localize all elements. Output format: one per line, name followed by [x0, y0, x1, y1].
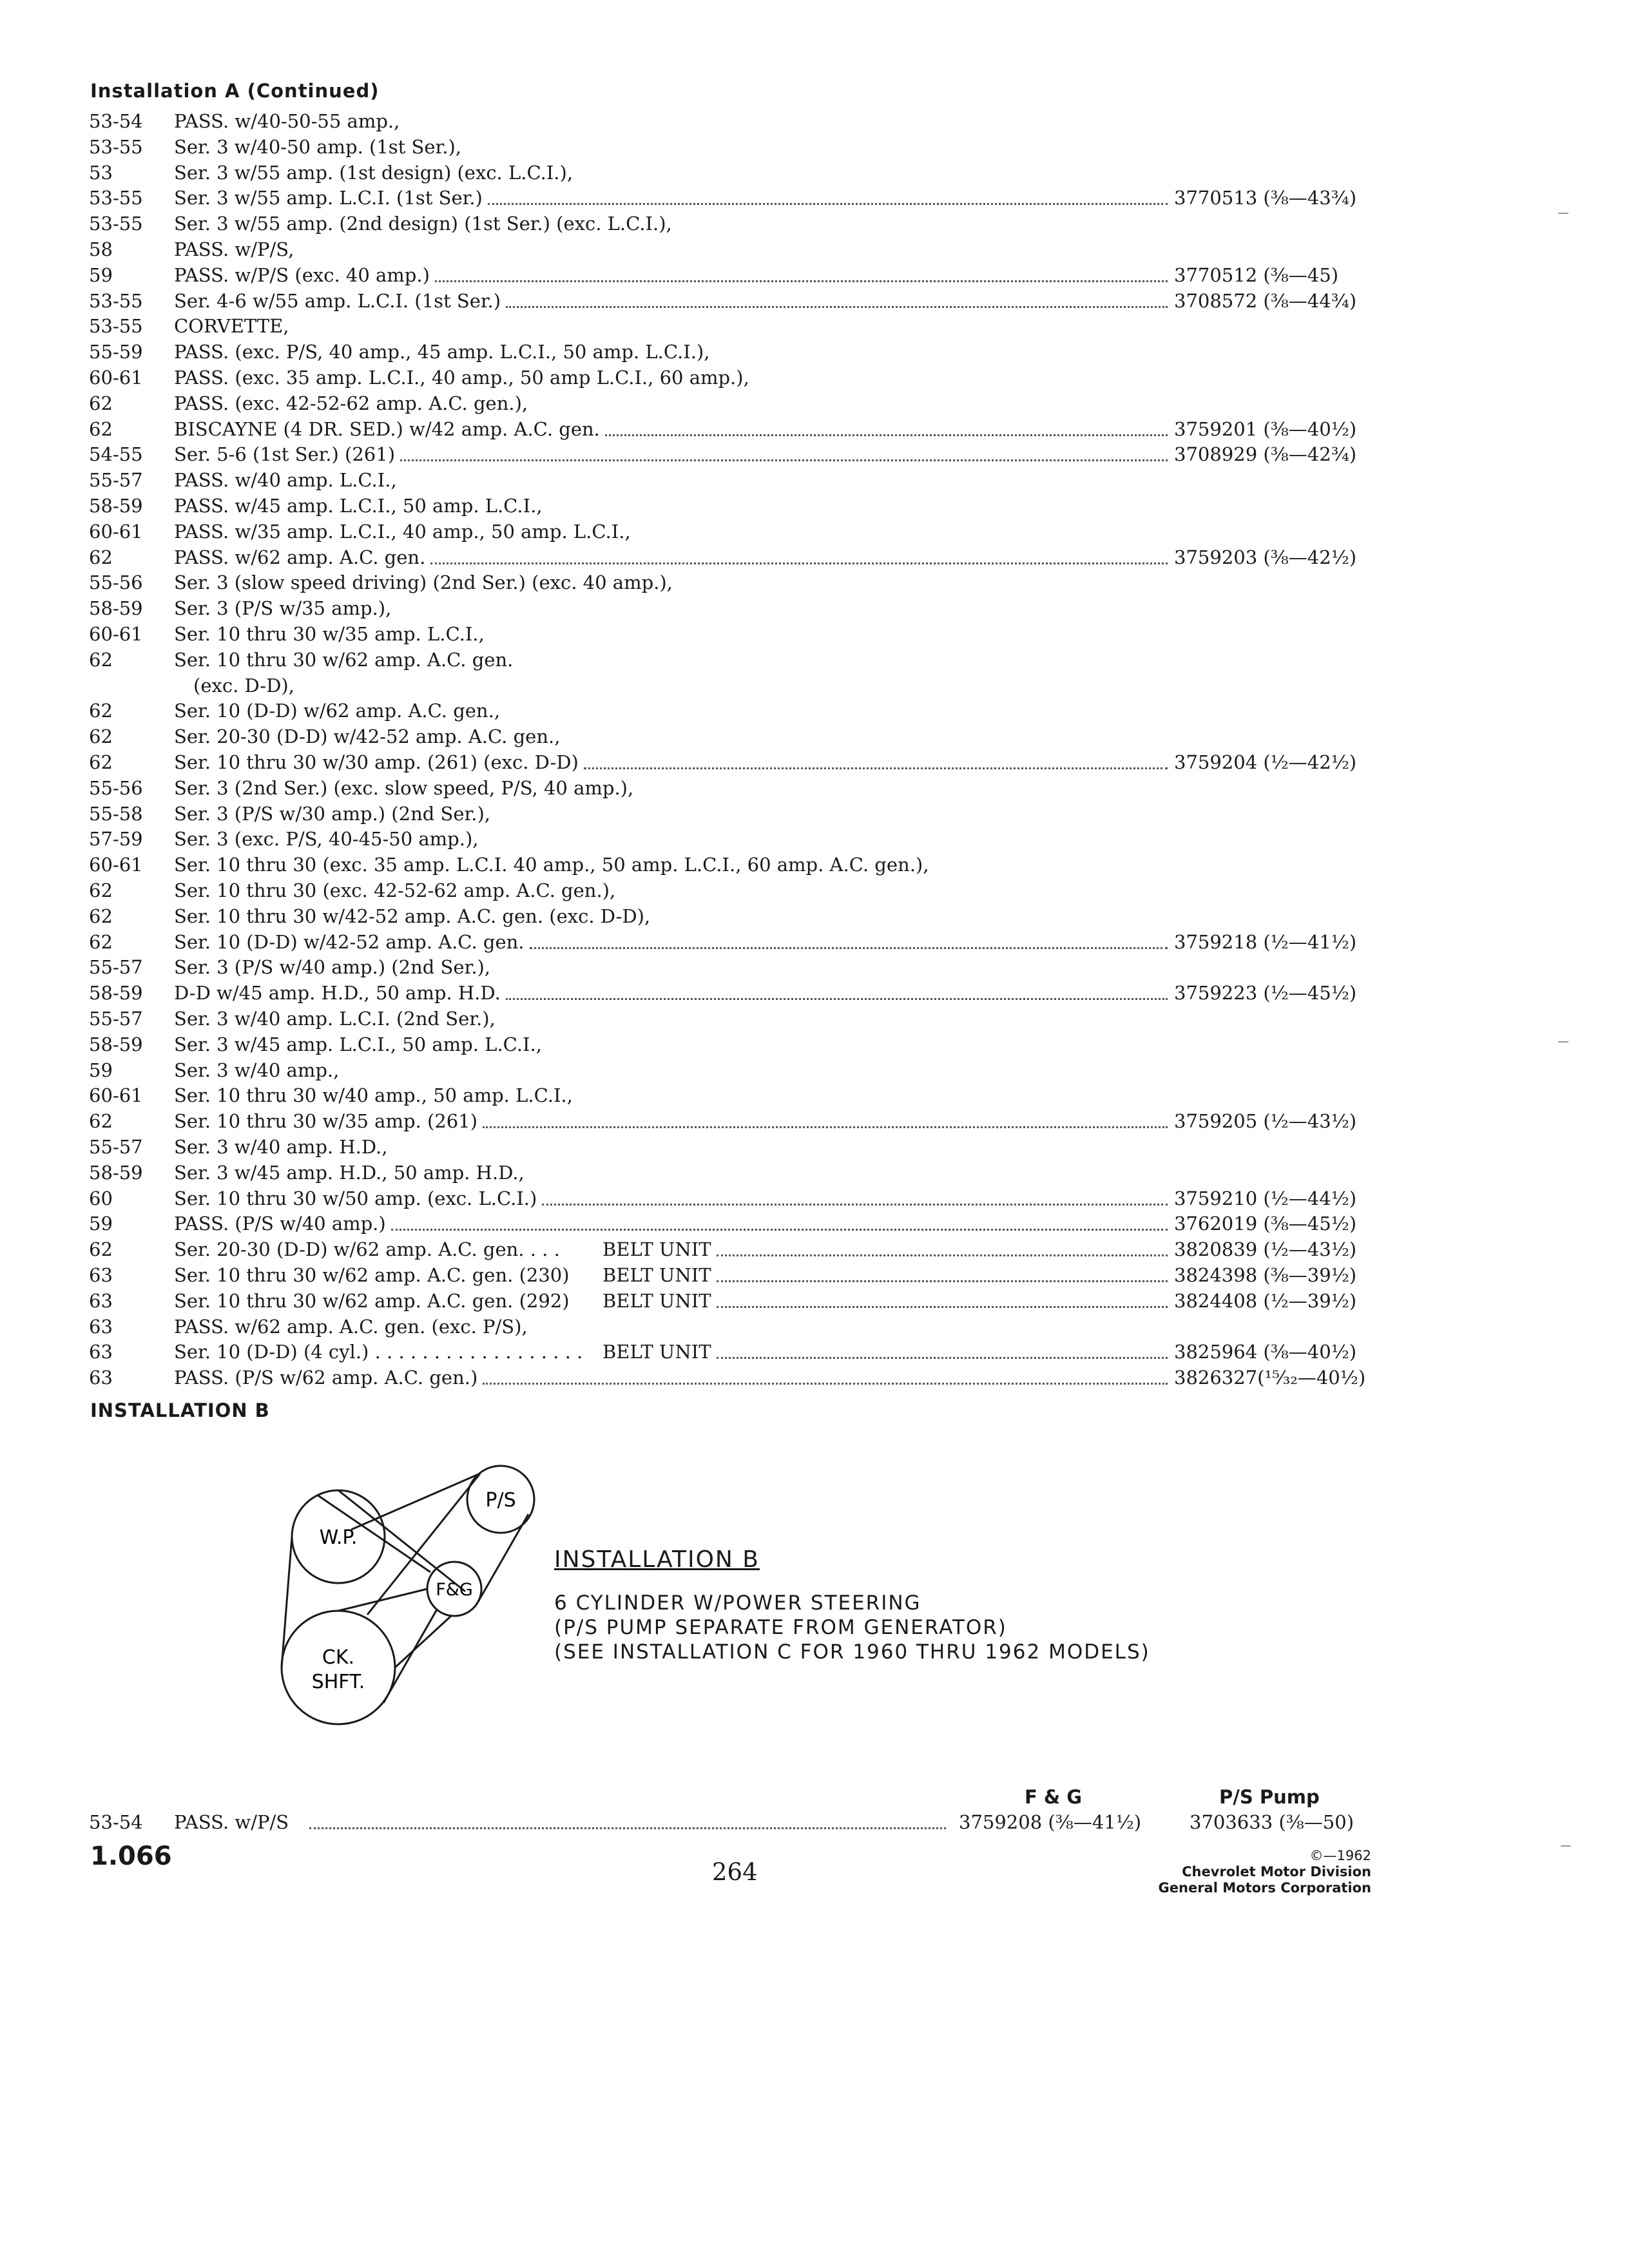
- table-row: [0, 724, 1629, 749]
- belt-diagram: [271, 1463, 541, 1746]
- model-year: 58-59: [89, 495, 143, 517]
- model-year: 55-57: [89, 469, 143, 492]
- part-number: 3759218 (½—41½): [1174, 930, 1357, 953]
- table-row: [0, 288, 1629, 314]
- model-year: 60-61: [89, 1084, 143, 1107]
- model-year: 54-55: [89, 443, 143, 466]
- table-row: [0, 1365, 1629, 1390]
- application-description: Ser. 20-30 (D-D) w/62 amp. A.C. gen. . . .: [174, 1238, 560, 1261]
- install-b-desc: PASS. w/P/S: [174, 1811, 289, 1833]
- part-number: 3708929 (⅜—42¾): [1174, 443, 1357, 466]
- application-description: PASS. w/62 amp. A.C. gen.: [174, 546, 426, 568]
- copyright: ©—1962: [1309, 1848, 1371, 1863]
- model-year: 55-57: [89, 1008, 143, 1030]
- column-header-ps-pump: P/S Pump: [1219, 1786, 1320, 1808]
- model-year: 55-59: [89, 341, 143, 363]
- part-number: 3826327(¹⁵⁄₃₂—40½): [1174, 1367, 1366, 1389]
- model-year: 58-59: [89, 1161, 143, 1184]
- dot-leader: [506, 998, 1168, 1000]
- application-description: CORVETTE,: [174, 315, 289, 338]
- description-continuation: (exc. D-D),: [193, 674, 294, 697]
- application-description: Ser. 10 thru 30 (exc. 42-52-62 amp. A.C. gen.),: [174, 879, 616, 901]
- page-number: 264: [712, 1858, 758, 1886]
- application-description: PASS. (exc. 42-52-62 amp. A.C. gen.),: [174, 392, 528, 414]
- table-row: [0, 262, 1629, 288]
- install-b-row: [0, 1809, 1629, 1835]
- model-year: 60: [89, 1187, 113, 1209]
- table-row: [0, 339, 1629, 365]
- belt-unit-label: BELT UNIT: [602, 1341, 711, 1363]
- table-row: [0, 1314, 1629, 1340]
- application-description: PASS. (P/S w/62 amp. A.C. gen.): [174, 1367, 478, 1389]
- dot-leader: [435, 280, 1168, 282]
- scan-edge-mark: [1558, 213, 1568, 214]
- model-year: 62: [89, 546, 113, 568]
- model-year: 53-54: [89, 110, 143, 132]
- model-year: 53-55: [89, 187, 143, 209]
- model-year: 58-59: [89, 597, 143, 620]
- table-row: [0, 673, 1629, 698]
- table-row: [0, 1339, 1629, 1365]
- model-year: 53-55: [89, 315, 143, 338]
- application-description: PASS. (P/S w/40 amp.): [174, 1213, 386, 1235]
- table-row: [0, 544, 1629, 570]
- model-year: 62: [89, 700, 113, 722]
- application-description: Ser. 10 thru 30 (exc. 35 amp. L.C.I. 40 amp., 50 amp. L.C.I., 60 amp. A.C. gen.),: [174, 854, 929, 876]
- dot-leader: [530, 947, 1168, 949]
- application-description: PASS. w/P/S,: [174, 238, 294, 260]
- dot-leader: [483, 1383, 1168, 1385]
- table-row: [0, 570, 1629, 595]
- part-number: 3770512 (⅜—45): [1174, 264, 1339, 286]
- diagram-title: INSTALLATION B: [554, 1546, 760, 1573]
- table-row: [0, 185, 1629, 211]
- table-row: [0, 852, 1629, 878]
- application-description: Ser. 10 thru 30 w/50 amp. (exc. L.C.I.): [174, 1187, 537, 1209]
- part-number: 3759201 (⅜—40½): [1174, 418, 1357, 440]
- application-description: D-D w/45 amp. H.D., 50 amp. H.D.: [174, 982, 501, 1004]
- application-description: PASS. w/45 amp. L.C.I., 50 amp. L.C.I.,: [174, 495, 543, 517]
- fg-pulley-label: F&G: [436, 1580, 473, 1600]
- model-year: 63: [89, 1315, 113, 1338]
- table-row: [0, 801, 1629, 827]
- application-description: Ser. 10 thru 30 w/30 amp. (261) (exc. D-D): [174, 751, 579, 773]
- application-description: Ser. 3 w/40 amp. H.D.,: [174, 1136, 388, 1158]
- application-description: Ser. 3 w/55 amp. L.C.I. (1st Ser.): [174, 187, 483, 209]
- model-year: 55-57: [89, 1136, 143, 1158]
- part-number: 3770513 (⅜—43¾): [1174, 187, 1357, 209]
- part-number: 3759203 (⅜—42½): [1174, 546, 1357, 568]
- application-description: Ser. 10 thru 30 w/35 amp. (261): [174, 1110, 477, 1133]
- model-year: 58-59: [89, 1033, 143, 1055]
- table-row: [0, 749, 1629, 775]
- dot-leader: [605, 434, 1168, 436]
- model-year: 62: [89, 1238, 113, 1261]
- part-number: 3762019 (⅜—45½): [1174, 1213, 1357, 1235]
- application-description: Ser. 5-6 (1st Ser.) (261): [174, 443, 396, 466]
- application-description: Ser. 3 (P/S w/30 amp.) (2nd Ser.),: [174, 802, 490, 825]
- model-year: 60-61: [89, 520, 143, 543]
- part-number: 3824408 (½—39½): [1174, 1289, 1357, 1312]
- table-row: [0, 1134, 1629, 1160]
- application-description: Ser. 10 thru 30 w/62 amp. A.C. gen. (292): [174, 1289, 570, 1312]
- model-year: 58-59: [89, 982, 143, 1004]
- model-year: 62: [89, 930, 113, 953]
- application-description: Ser. 10 thru 30 w/62 amp. A.C. gen.: [174, 648, 514, 671]
- install-b-ps-part: 3703633 (⅜—50): [1190, 1811, 1354, 1833]
- dot-leader: [506, 306, 1168, 308]
- table-row: [0, 365, 1629, 390]
- wp-pulley-label: W.P.: [319, 1526, 358, 1549]
- model-year: 55-56: [89, 776, 143, 799]
- table-row: [0, 878, 1629, 903]
- belt-unit-label: BELT UNIT: [602, 1264, 711, 1286]
- dot-leader: [717, 1357, 1168, 1359]
- application-description: Ser. 3 w/40 amp.,: [174, 1059, 340, 1081]
- model-year: 62: [89, 905, 113, 927]
- scan-edge-mark: [1561, 1845, 1571, 1847]
- table-row: [0, 211, 1629, 236]
- application-description: Ser. 3 w/40-50 amp. (1st Ser.),: [174, 135, 461, 158]
- application-description: Ser. 10 thru 30 w/62 amp. A.C. gen. (230): [174, 1264, 570, 1286]
- table-row: [0, 903, 1629, 929]
- model-year: 55-57: [89, 956, 143, 979]
- table-row: [0, 1006, 1629, 1032]
- diagram-caption-line2: (P/S PUMP SEPARATE FROM GENERATOR): [554, 1616, 1007, 1639]
- table-row: [0, 467, 1629, 493]
- belt-unit-label: BELT UNIT: [602, 1289, 711, 1312]
- model-year: 62: [89, 1110, 113, 1133]
- application-description: Ser. 3 (P/S w/35 amp.),: [174, 597, 392, 620]
- table-row: [0, 1160, 1629, 1186]
- application-description: PASS. w/40 amp. L.C.I.,: [174, 469, 397, 492]
- model-year: 60-61: [89, 854, 143, 876]
- application-description: Ser. 10 thru 30 w/40 amp., 50 amp. L.C.I.,: [174, 1084, 573, 1107]
- table-row: [0, 108, 1629, 134]
- part-number: 3820839 (½—43½): [1174, 1238, 1357, 1261]
- model-year: 62: [89, 418, 113, 440]
- install-b-fg-part: 3759208 (⅜—41½): [959, 1811, 1142, 1833]
- application-description: Ser. 4-6 w/55 amp. L.C.I. (1st Ser.): [174, 289, 501, 312]
- application-description: PASS. (exc. 35 amp. L.C.I., 40 amp., 50 amp L.C.I., 60 amp.),: [174, 367, 749, 389]
- table-row: [0, 1108, 1629, 1134]
- model-year: 62: [89, 726, 113, 748]
- application-description: Ser. 3 (P/S w/40 amp.) (2nd Ser.),: [174, 956, 490, 979]
- model-year: 53-55: [89, 135, 143, 158]
- part-number: 3824398 (⅜—39½): [1174, 1264, 1357, 1286]
- table-row: [0, 134, 1629, 160]
- belt-unit-label: BELT UNIT: [602, 1238, 711, 1261]
- application-description: Ser. 3 w/45 amp. L.C.I., 50 amp. L.C.I.,: [174, 1033, 542, 1055]
- table-row: [0, 647, 1629, 673]
- model-year: 62: [89, 648, 113, 671]
- table-row: [0, 1262, 1629, 1288]
- application-description: Ser. 10 (D-D) w/62 amp. A.C. gen.,: [174, 700, 501, 722]
- dot-leader: [542, 1204, 1168, 1206]
- dot-leader: [717, 1280, 1168, 1282]
- application-description: Ser. 10 thru 30 w/35 amp. L.C.I.,: [174, 623, 485, 645]
- part-number: 3759210 (½—44½): [1174, 1187, 1357, 1209]
- table-row: [0, 1032, 1629, 1057]
- model-year: 55-56: [89, 572, 143, 594]
- application-description: Ser. 3 (exc. P/S, 40-45-50 amp.),: [174, 828, 479, 850]
- table-row: [0, 390, 1629, 416]
- table-row: [0, 980, 1629, 1006]
- dot-leader: [483, 1126, 1168, 1128]
- dot-leader: [400, 459, 1168, 461]
- application-description: Ser. 10 (D-D) w/42-52 amp. A.C. gen.: [174, 930, 525, 953]
- crankshaft-label-line2: SHFT.: [311, 1671, 365, 1693]
- application-description: PASS. (exc. P/S, 40 amp., 45 amp. L.C.I., 50 amp. L.C.I.),: [174, 341, 710, 363]
- application-description: PASS. w/P/S (exc. 40 amp.): [174, 264, 430, 286]
- model-year: 59: [89, 1059, 113, 1081]
- dot-leader: [717, 1254, 1168, 1256]
- part-number: 3708572 (⅜—44¾): [1174, 289, 1357, 312]
- publisher-line1: Chevrolet Motor Division: [1182, 1864, 1371, 1879]
- table-row: [0, 954, 1629, 980]
- dot-leader: [488, 203, 1168, 205]
- dot-leader: [309, 1827, 946, 1829]
- table-row: [0, 595, 1629, 621]
- model-year: 62: [89, 392, 113, 414]
- table-row: [0, 493, 1629, 519]
- application-description: Ser. 3 w/55 amp. (2nd design) (1st Ser.) (exc. L.C.I.),: [174, 213, 672, 235]
- table-row: [0, 775, 1629, 801]
- table-row: [0, 313, 1629, 339]
- table-row: [0, 1236, 1629, 1262]
- table-row: [0, 621, 1629, 647]
- model-year: 63: [89, 1289, 113, 1312]
- part-number: 3759205 (½—43½): [1174, 1110, 1357, 1133]
- part-number: 3759204 (½—42½): [1174, 751, 1357, 773]
- crankshaft-label-line1: CK.: [322, 1646, 355, 1669]
- table-row: [0, 416, 1629, 442]
- column-header-fg: F & G: [1025, 1786, 1083, 1808]
- model-year: 53-55: [89, 289, 143, 312]
- model-year: 55-58: [89, 802, 143, 825]
- model-year: 60-61: [89, 623, 143, 645]
- dot-leader: [584, 767, 1168, 769]
- model-year: 59: [89, 264, 113, 286]
- application-description: Ser. 10 (D-D) (4 cyl.) . . . . . . . . . . . . . . . . . .: [174, 1341, 583, 1363]
- install-b-year: 53-54: [89, 1811, 143, 1833]
- section-number: 1.066: [90, 1841, 172, 1871]
- model-year: 53: [89, 161, 113, 184]
- part-number: 3759223 (½—45½): [1174, 982, 1357, 1004]
- application-description: BISCAYNE (4 DR. SED.) w/42 amp. A.C. gen.: [174, 418, 600, 440]
- model-year: 58: [89, 238, 113, 260]
- model-year: 60-61: [89, 367, 143, 389]
- application-description: Ser. 3 w/55 amp. (1st design) (exc. L.C.I.),: [174, 161, 574, 184]
- model-year: 63: [89, 1367, 113, 1389]
- table-row: [0, 236, 1629, 262]
- dot-leader: [430, 562, 1168, 564]
- table-row: [0, 160, 1629, 186]
- dot-leader: [717, 1306, 1168, 1308]
- table-row: [0, 1082, 1629, 1108]
- model-year: 57-59: [89, 828, 143, 850]
- table-row: [0, 519, 1629, 544]
- model-year: 59: [89, 1213, 113, 1235]
- table-row: [0, 1288, 1629, 1314]
- table-row: [0, 698, 1629, 724]
- table-row: [0, 1211, 1629, 1236]
- ps-pulley-label: P/S: [485, 1489, 516, 1512]
- application-description: PASS. w/40-50-55 amp.,: [174, 110, 400, 132]
- table-row: [0, 441, 1629, 467]
- dot-leader: [391, 1229, 1168, 1231]
- model-year: 63: [89, 1341, 113, 1363]
- part-number: 3825964 (⅜—40½): [1174, 1341, 1357, 1363]
- application-description: Ser. 20-30 (D-D) w/42-52 amp. A.C. gen.,: [174, 726, 561, 748]
- diagram-caption-line3: (SEE INSTALLATION C FOR 1960 THRU 1962 MODELS): [554, 1640, 1150, 1664]
- scan-edge-mark: [1558, 1041, 1568, 1043]
- application-description: Ser. 3 w/40 amp. L.C.I. (2nd Ser.),: [174, 1008, 496, 1030]
- application-description: Ser. 10 thru 30 w/42-52 amp. A.C. gen. (exc. D-D),: [174, 905, 651, 927]
- model-year: 63: [89, 1264, 113, 1286]
- table-row: [0, 1057, 1629, 1083]
- model-year: 62: [89, 751, 113, 773]
- section-heading-installation-b: INSTALLATION B: [90, 1399, 270, 1421]
- application-description: Ser. 3 w/45 amp. H.D., 50 amp. H.D.,: [174, 1161, 525, 1184]
- section-heading-installation-a: Installation A (Continued): [90, 80, 380, 102]
- application-description: PASS. w/35 amp. L.C.I., 40 amp., 50 amp. L.C.I.,: [174, 520, 631, 543]
- application-description: Ser. 3 (2nd Ser.) (exc. slow speed, P/S, 40 amp.),: [174, 776, 634, 799]
- application-description: PASS. w/62 amp. A.C. gen. (exc. P/S),: [174, 1315, 528, 1338]
- publisher-line2: General Motors Corporation: [1158, 1880, 1371, 1896]
- model-year: 53-55: [89, 213, 143, 235]
- model-year: 62: [89, 879, 113, 901]
- table-row: [0, 1186, 1629, 1211]
- table-row: [0, 826, 1629, 852]
- table-row: [0, 929, 1629, 955]
- application-description: Ser. 3 (slow speed driving) (2nd Ser.) (exc. 40 amp.),: [174, 572, 673, 594]
- diagram-caption-line1: 6 CYLINDER W/POWER STEERING: [554, 1591, 921, 1615]
